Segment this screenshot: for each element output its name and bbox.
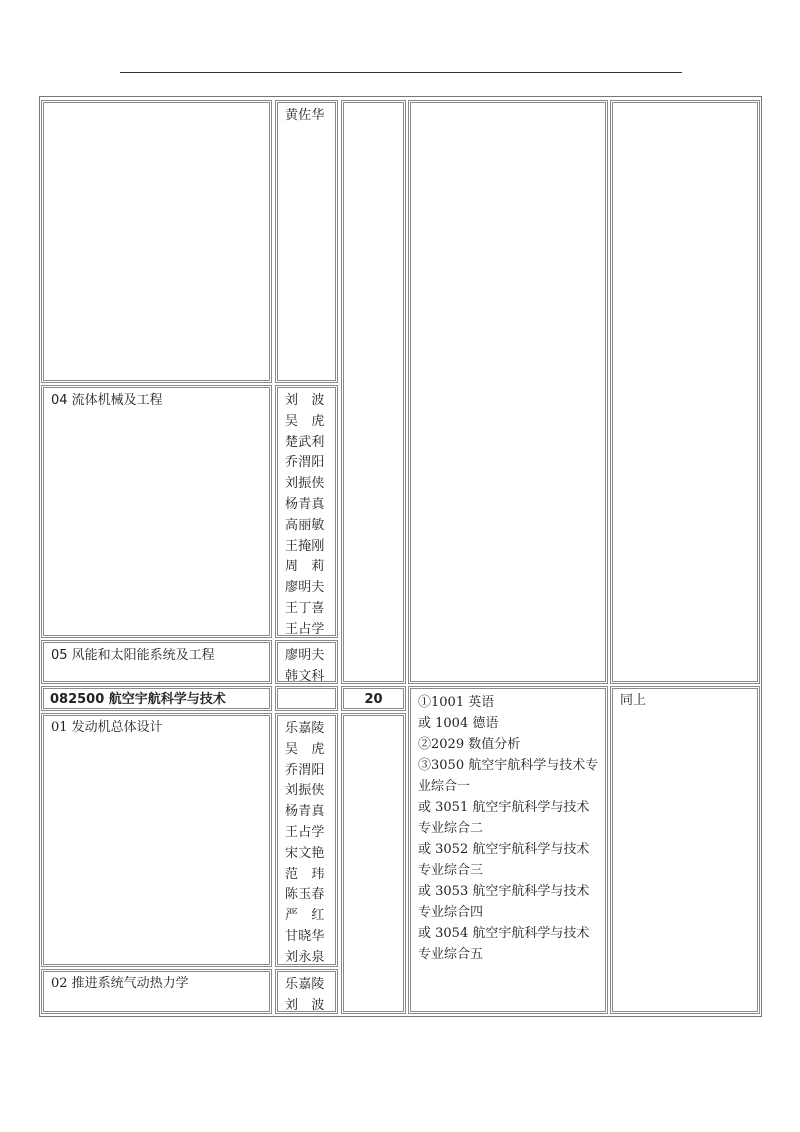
supervisor-name: 杨青真 xyxy=(285,804,325,820)
supervisor-name: 廖明夫 xyxy=(285,580,325,596)
exam-subject-line: 或 3054 航空宇航科学与技术 xyxy=(418,926,590,941)
exam-subjects-cell xyxy=(408,686,608,1014)
supervisor-list xyxy=(285,106,325,127)
supervisor-name: 甘晓华 xyxy=(285,928,325,944)
supervisor-name: 廖明夫 xyxy=(285,648,325,663)
major-code-name: 082500 航空宇航科学与技术 xyxy=(50,692,226,707)
supervisor-name: 刘振侠 xyxy=(285,476,325,492)
exam-subject-line: 专业综合三 xyxy=(418,863,484,878)
exam-subject-line: 专业综合五 xyxy=(418,947,484,962)
direction-cell-05 xyxy=(41,640,272,684)
remarks-text: 同上 xyxy=(620,693,647,708)
exam-subject-line: 或 3052 航空宇航科学与技术 xyxy=(418,842,590,857)
supervisor-cell-02 xyxy=(275,969,338,1014)
exam-subject-line: 或 1004 德语 xyxy=(418,716,499,731)
supervisor-name: 刘 波 xyxy=(285,393,325,408)
supervisor-cell-continuation xyxy=(275,100,338,383)
major-name-cell xyxy=(41,686,272,711)
header-rule xyxy=(120,72,682,73)
major-quota-cell xyxy=(341,686,406,711)
supervisor-list xyxy=(285,646,325,684)
exam-cell-upper xyxy=(408,100,608,684)
supervisor-name: 吴 虎 xyxy=(285,413,325,429)
exam-subject-line: 专业综合二 xyxy=(418,821,484,836)
supervisor-name: 周 莉 xyxy=(285,559,325,575)
supervisor-name: 高丽敏 xyxy=(285,517,325,533)
supervisor-name: 严 红 xyxy=(285,908,325,924)
direction-label-02: 02 推进系统气动热力学 xyxy=(51,976,189,991)
exam-subject-line: 或 3051 航空宇航科学与技术 xyxy=(418,800,590,815)
supervisor-name: 乔渭阳 xyxy=(285,455,325,471)
direction-label-01: 01 发动机总体设计 xyxy=(51,720,163,735)
major-supervisor-cell xyxy=(275,686,338,711)
supervisor-list xyxy=(285,975,325,1014)
direction-label-04: 04 流体机械及工程 xyxy=(51,393,163,408)
supervisor-cell-05 xyxy=(275,640,338,684)
supervisor-name: 楚武利 xyxy=(285,434,325,450)
supervisor-list xyxy=(285,391,325,638)
supervisor-name: 刘 波 xyxy=(285,997,325,1013)
supervisor-name: 宋文艳 xyxy=(285,845,325,861)
exam-subject-line: ②2029 数值分析 xyxy=(418,737,521,752)
enrollment-table xyxy=(39,96,762,1017)
exam-subject-line: ③3050 航空宇航科学与技术专 xyxy=(418,758,599,773)
supervisor-name: 杨青真 xyxy=(285,496,325,512)
supervisor-list xyxy=(285,719,325,967)
supervisor-name: 乐嘉陵 xyxy=(285,977,325,992)
supervisor-name: 王占学 xyxy=(285,824,325,840)
supervisor-name: 韩文科 xyxy=(285,668,325,684)
quota-cell-upper xyxy=(341,100,406,684)
exam-subject-line: ①1001 英语 xyxy=(418,695,495,710)
remarks-cell-upper xyxy=(610,100,760,684)
supervisor-cell-04 xyxy=(275,385,338,638)
supervisor-name: 黄佐华 xyxy=(285,108,325,123)
supervisor-name: 乔渭阳 xyxy=(285,762,325,778)
remarks-cell-major xyxy=(610,686,760,1014)
supervisor-name: 吴 虎 xyxy=(285,741,325,757)
quota-cell-lower xyxy=(341,713,406,1014)
supervisor-name: 范 玮 xyxy=(285,866,325,882)
major-quota: 20 xyxy=(364,692,383,707)
supervisor-name: 刘永泉 xyxy=(285,949,325,965)
supervisor-name: 王丁喜 xyxy=(285,600,325,616)
direction-cell-01 xyxy=(41,713,272,967)
supervisor-name: 刘振侠 xyxy=(285,783,325,799)
supervisor-name: 王占学 xyxy=(285,621,325,637)
supervisor-name: 王掩刚 xyxy=(285,538,325,554)
direction-cell-04 xyxy=(41,385,272,638)
direction-label-05: 05 风能和太阳能系统及工程 xyxy=(51,648,215,663)
supervisor-cell-01 xyxy=(275,713,338,967)
exam-subject-line: 专业综合四 xyxy=(418,905,484,920)
exam-subject-line: 业综合一 xyxy=(418,779,471,794)
direction-cell-02 xyxy=(41,969,272,1014)
supervisor-name: 陈玉春 xyxy=(285,887,325,903)
exam-subject-list xyxy=(418,692,598,965)
supervisor-name: 乐嘉陵 xyxy=(285,721,325,736)
direction-cell-continuation xyxy=(41,100,272,383)
exam-subject-line: 或 3053 航空宇航科学与技术 xyxy=(418,884,590,899)
